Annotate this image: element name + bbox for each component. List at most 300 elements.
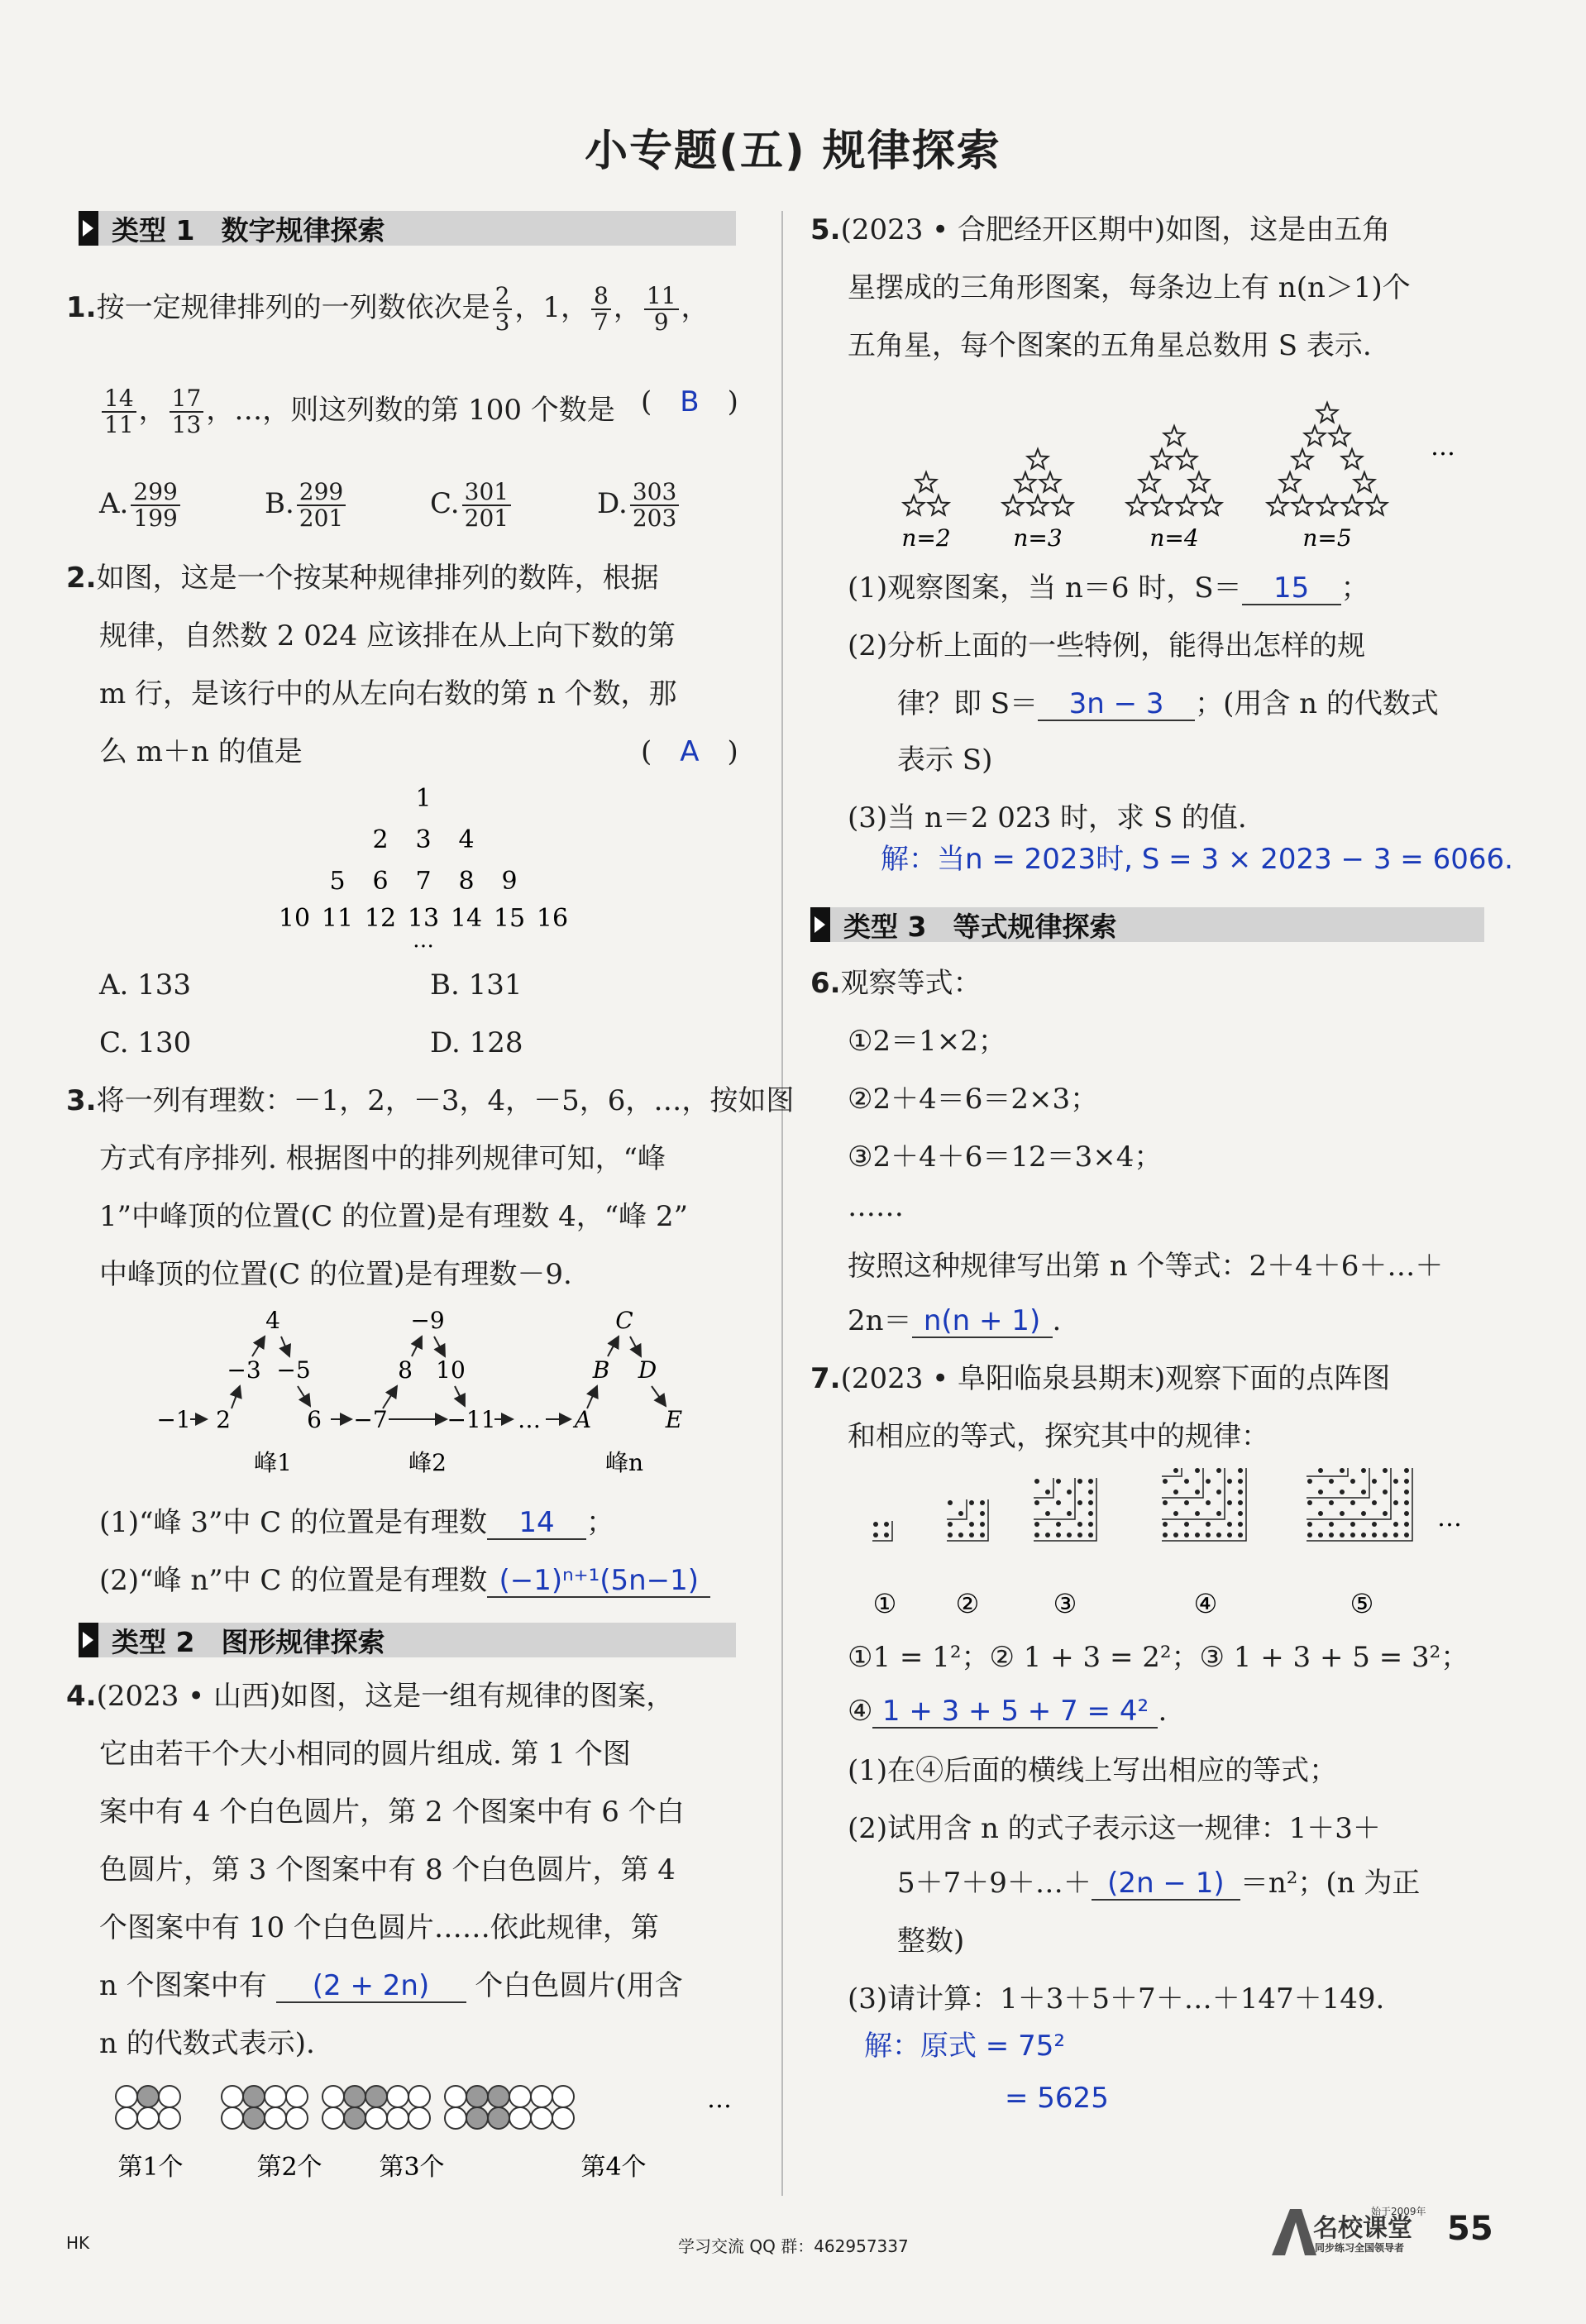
- dotarray-label: ⑤: [1350, 1588, 1374, 1619]
- white-circle: [222, 2107, 243, 2129]
- peak-num: 10: [436, 1356, 466, 1384]
- star-group: [904, 403, 1388, 515]
- star-icon: [1367, 495, 1388, 515]
- grey-circle: [243, 2086, 265, 2107]
- tri-num: 14: [450, 904, 483, 933]
- pattern-label: 第3个: [379, 2153, 445, 2182]
- array-dot: [1372, 1533, 1377, 1537]
- array-dot: [1227, 1479, 1232, 1484]
- question-7-sub3: (3)请计算：1＋3＋5＋7＋…＋147＋149.: [848, 1982, 1385, 2016]
- question-7-solution-2: = 5625: [1005, 2082, 1109, 2115]
- array-dot: [1340, 1468, 1345, 1473]
- star-icon: [1330, 426, 1350, 446]
- array-dot: [1350, 1479, 1355, 1484]
- array-dot: [1340, 1533, 1345, 1537]
- white-circle: [445, 2086, 466, 2107]
- question-2-line1: 2.如图，这是一个按某种规律排列的数阵，根据: [66, 562, 659, 595]
- circle-pattern-figure: [107, 2076, 736, 2192]
- array-dot: [1216, 1468, 1221, 1473]
- pattern-label: 第4个: [580, 2153, 647, 2182]
- answer: 1 + 3 + 5 + 7 = 4²: [881, 1695, 1149, 1728]
- white-circle: [408, 2107, 430, 2129]
- array-dot: [1361, 1533, 1366, 1537]
- white-circle: [509, 2086, 531, 2107]
- array-dot: [1393, 1533, 1398, 1537]
- array-dot: [1238, 1468, 1243, 1473]
- array-dot: [980, 1522, 985, 1527]
- white-circle: [222, 2086, 243, 2107]
- question-5-line1: 5.(2023 • 合肥经开区期中)如图，这是由五角: [810, 213, 1391, 246]
- question-5-line2: 星摆成的三角形图案，每条边上有 n(n＞1)个: [848, 271, 1411, 304]
- question-4-line1: 4.(2023 • 山西)如图，这是一组有规律的图案，: [66, 1680, 675, 1713]
- question-1-line2: $\frac{14}{11}$ ， $\frac{17}{13}$ ，…，则这列数的第 100 个数是: [99, 386, 615, 438]
- array-dot: [1056, 1533, 1061, 1537]
- array-dot: [1184, 1500, 1189, 1505]
- array-dot: [1404, 1533, 1409, 1537]
- array-dot: [1216, 1533, 1221, 1537]
- tri-num: 5: [329, 867, 346, 896]
- star-icon: [1268, 495, 1288, 515]
- array-dot: [1318, 1511, 1323, 1516]
- peak-label: 峰2: [408, 1449, 447, 1476]
- page-number: 55: [1447, 2210, 1493, 2248]
- star-icon: [1292, 449, 1313, 469]
- white-circle: [552, 2086, 574, 2107]
- tri-num: 2: [372, 825, 389, 854]
- question-3-line2: 方式有序排列. 根据图中的排列规律可知，“峰: [99, 1142, 666, 1175]
- play-icon: [814, 916, 825, 933]
- star-icon: [1305, 426, 1326, 446]
- grey-circle: [137, 2086, 159, 2107]
- grey-circle: [466, 2107, 488, 2129]
- tri-num: 3: [415, 825, 432, 854]
- array-dot: [1372, 1479, 1377, 1484]
- l-shape-line: [1162, 1468, 1246, 1541]
- star-icon: [1317, 403, 1338, 423]
- brand-logo: [1265, 2204, 1431, 2259]
- grey-circle: [365, 2086, 387, 2107]
- peak-num: −11: [447, 1406, 496, 1433]
- star-label: n=3: [1013, 524, 1063, 552]
- tri-num: 4: [458, 825, 475, 854]
- array-dot: [1184, 1479, 1189, 1484]
- question-2-line2: 规律，自然数 2 024 应该排在从上向下数的第: [99, 619, 676, 653]
- question-number: 5.: [810, 213, 841, 246]
- array-dot: [1404, 1490, 1409, 1494]
- array-dot: [1216, 1490, 1221, 1494]
- white-circle: [116, 2086, 137, 2107]
- grey-circle: [243, 2107, 265, 2129]
- question-5-solution: 解：当n = 2023时, S = 3 × 2023 − 3 = 6066.: [881, 843, 1513, 876]
- circle-group: [116, 2086, 574, 2129]
- array-dot: [1088, 1500, 1093, 1505]
- peak-num: −1: [156, 1406, 191, 1433]
- grey-circle: [488, 2107, 509, 2129]
- star-icon: [1354, 472, 1375, 492]
- array-dot: [1034, 1522, 1039, 1527]
- section-name: 图形规律探索: [221, 1625, 385, 1658]
- option-b: B. 131: [430, 968, 523, 1002]
- array-dot: [1329, 1533, 1334, 1537]
- footer-center: 学习交流 QQ 群：462957337: [678, 2236, 909, 2256]
- grey-circle: [344, 2086, 365, 2107]
- array-dot: [1329, 1479, 1334, 1484]
- answer: 15: [1273, 571, 1310, 605]
- white-circle: [265, 2086, 286, 2107]
- array-dot: [1184, 1533, 1189, 1537]
- array-dot: [1238, 1522, 1243, 1527]
- tri-dots: …: [413, 928, 434, 953]
- star-icon: [1177, 495, 1197, 515]
- tri-num: 7: [415, 867, 432, 896]
- option-d: D. 128: [430, 1026, 523, 1059]
- array-dot: [884, 1533, 889, 1537]
- l-shape-line: [1162, 1468, 1182, 1476]
- array-dot: [948, 1500, 953, 1505]
- answer: (2 + 2n): [312, 1969, 430, 2002]
- dotarray-label: ②: [955, 1588, 980, 1619]
- answer-paren-1: ( B ): [641, 385, 738, 418]
- array-dot: [1067, 1490, 1072, 1494]
- star-icon: [1164, 426, 1185, 446]
- array-dot: [1077, 1479, 1082, 1484]
- array-dot: [1163, 1500, 1168, 1505]
- array-dot: [1350, 1500, 1355, 1505]
- peak-num: −9: [410, 1307, 445, 1334]
- footer-left: HK: [66, 2233, 90, 2253]
- array-dot: [1034, 1533, 1039, 1537]
- question-5-sub3: (3)当 n＝2 023 时，求 S 的值.: [848, 801, 1247, 834]
- array-dot: [1195, 1468, 1200, 1473]
- brand-name: 名校课堂: [1313, 2214, 1412, 2243]
- pattern-label: 第1个: [117, 2153, 184, 2182]
- question-5-sub2b: 律？即 S＝ 3n − 3 ；(用含 n 的代数式: [897, 687, 1439, 720]
- star-icon: [1292, 495, 1313, 515]
- array-dot: [884, 1522, 889, 1527]
- question-number: 6.: [810, 967, 841, 1000]
- page-title: 小专题(五) 规律探索: [585, 127, 1001, 176]
- l-shape-line: [1307, 1468, 1369, 1498]
- array-dot: [1195, 1511, 1200, 1516]
- white-circle: [531, 2086, 552, 2107]
- white-circle: [116, 2107, 137, 2129]
- question-5-line3: 五角星，每个图案的五角星总数用 S 表示.: [848, 329, 1372, 362]
- question-5-sub2d: 表示 S): [897, 744, 993, 777]
- option-a: A. 133: [99, 968, 192, 1002]
- question-1-line1: 1.按一定规律排列的一列数依次是 $\frac{2}{3}$ ，1， $\frac{8}{7}$ ， $\frac{11}{9}$ ，: [66, 282, 709, 336]
- star-icon: [1028, 495, 1049, 515]
- star-icon: [1201, 495, 1222, 515]
- array-dot: [1404, 1511, 1409, 1516]
- star-label: n=2: [901, 524, 951, 552]
- grey-circle: [488, 2086, 509, 2107]
- peak-num: −5: [276, 1356, 311, 1384]
- peak-num: −7: [353, 1406, 388, 1433]
- star-icon: [916, 472, 937, 492]
- tri-num: 16: [536, 904, 569, 933]
- option-c: C. $\frac{301}{201}$: [430, 480, 514, 531]
- star-icon: [1280, 472, 1301, 492]
- array-dot: [1329, 1522, 1334, 1527]
- white-circle: [322, 2086, 344, 2107]
- array-dot: [1045, 1490, 1050, 1494]
- tri-num: 11: [321, 904, 354, 933]
- question-number: 3.: [66, 1084, 97, 1117]
- question-4-line5: 个图案中有 10 个白色圆片……依此规律，第: [99, 1911, 659, 1944]
- answer: (2n − 1): [1107, 1867, 1225, 1900]
- star-icon: [1139, 472, 1160, 492]
- question-text: ，…，则这列数的第 100 个数是: [206, 394, 615, 427]
- white-circle: [322, 2107, 344, 2129]
- array-dot: [1195, 1490, 1200, 1494]
- fraction: $\frac{11}{9}$: [644, 284, 679, 335]
- array-dot: [969, 1533, 974, 1537]
- question-7-solution-1: 解：原式 = 75²: [864, 2030, 1065, 2063]
- array-dot: [1307, 1533, 1312, 1537]
- section-name: 等式规律探索: [953, 910, 1117, 943]
- tri-num: 6: [372, 867, 389, 896]
- array-dot: [969, 1500, 974, 1505]
- array-dot: [1088, 1490, 1093, 1494]
- array-dot: [1238, 1511, 1243, 1516]
- answer: A: [680, 735, 700, 768]
- white-circle: [387, 2086, 408, 2107]
- question-3-line1: 3.将一列有理数：－1，2，－3，4，－5，6，…，按如图: [66, 1084, 795, 1117]
- star-icon: [1152, 495, 1173, 515]
- stars-dots: …: [1431, 433, 1455, 461]
- star-icon: [1189, 472, 1210, 492]
- answer: (−1)ⁿ⁺¹(5n−1): [499, 1564, 700, 1597]
- array-dot: [1056, 1500, 1061, 1505]
- tri-num: 10: [278, 904, 311, 933]
- white-circle: [159, 2086, 180, 2107]
- section-label: 类型 2: [112, 1625, 195, 1658]
- fraction: $\frac{2}{3}$: [493, 284, 513, 335]
- white-circle: [286, 2107, 308, 2129]
- peak-num: −3: [227, 1356, 261, 1384]
- grey-circle: [344, 2107, 365, 2129]
- array-dot: [1307, 1500, 1312, 1505]
- star-icon: [1015, 472, 1036, 492]
- option-d: D. $\frac{303}{203}$: [597, 480, 681, 531]
- question-text: 按一定规律排列的一列数依次是: [96, 291, 490, 324]
- question-7-line1: 7.(2023 • 阜阳临泉县期末)观察下面的点阵图: [810, 1362, 1391, 1395]
- question-6-line-n: 按照这种规律写出第 n 个等式：2＋4＋6＋…＋: [848, 1250, 1444, 1283]
- peak-num: 2: [216, 1406, 231, 1433]
- array-dot: [1404, 1500, 1409, 1505]
- array-dot: [1350, 1533, 1355, 1537]
- white-circle: [509, 2107, 531, 2129]
- peak-label: 峰n: [604, 1449, 644, 1476]
- array-dot: [1340, 1490, 1345, 1494]
- array-dot: [1056, 1479, 1061, 1484]
- question-3-line4: 中峰顶的位置(C 的位置)是有理数－9.: [99, 1258, 572, 1291]
- array-dot: [1067, 1533, 1072, 1537]
- section-header-type2: [79, 1623, 736, 1657]
- white-circle: [265, 2107, 286, 2129]
- question-7-eq4: ④ 1 + 3 + 5 + 7 = 4² .: [848, 1695, 1168, 1728]
- array-dot: [1383, 1511, 1388, 1516]
- array-dot: [1206, 1500, 1211, 1505]
- question-3-sub1: (1)“峰 3”中 C 的位置是有理数 14 ；: [99, 1506, 614, 1539]
- array-dot: [1173, 1533, 1178, 1537]
- brand-subtitle: 同步练习全国领导者: [1315, 2242, 1405, 2254]
- array-dot: [1173, 1511, 1178, 1516]
- array-dot: [1045, 1511, 1050, 1516]
- question-4-line7: n 的代数式表示).: [99, 2027, 315, 2060]
- array-dot: [1361, 1511, 1366, 1516]
- section-label: 类型 3: [843, 910, 927, 943]
- equation-2: ②2＋4＝6＝2×3；: [848, 1083, 1099, 1116]
- array-dot: [980, 1500, 985, 1505]
- array-dot: [1088, 1511, 1093, 1516]
- star-icon: [1342, 495, 1363, 515]
- star-icon: [1003, 495, 1024, 515]
- circles-dots: …: [707, 2085, 732, 2114]
- question-number: 7.: [810, 1362, 841, 1395]
- star-icon: [904, 495, 924, 515]
- array-dot: [873, 1522, 878, 1527]
- array-dot: [1372, 1500, 1377, 1505]
- star-icon: [1342, 449, 1363, 469]
- array-dot: [1238, 1490, 1243, 1494]
- array-dot: [1404, 1479, 1409, 1484]
- array-dot: [1318, 1468, 1323, 1473]
- star-icon: [1177, 449, 1197, 469]
- array-dot: [1227, 1533, 1232, 1537]
- array-dot: [1318, 1533, 1323, 1537]
- star-label: n=5: [1302, 524, 1352, 552]
- array-dot: [1077, 1533, 1082, 1537]
- array-dot: [958, 1511, 963, 1516]
- fraction: $\frac{14}{11}$: [102, 386, 136, 438]
- dot-array-figure: [856, 1468, 1517, 1625]
- star-triangle-figure: [864, 380, 1509, 558]
- array-dot: [1056, 1522, 1061, 1527]
- dot-array-group: [872, 1468, 1412, 1541]
- white-circle: [137, 2107, 159, 2129]
- option-a: A. $\frac{299}{199}$: [99, 480, 183, 531]
- question-7-equations: ①1 = 1²；② 1 + 3 = 2²；③ 1 + 3 + 5 = 3²；: [848, 1641, 1469, 1674]
- question-number: 2.: [66, 562, 97, 595]
- tri-num: 1: [415, 784, 432, 813]
- white-circle: [286, 2086, 308, 2107]
- array-dot: [1163, 1533, 1168, 1537]
- array-dot: [1034, 1500, 1039, 1505]
- array-dot: [1404, 1468, 1409, 1473]
- answer-paren-2: ( A ): [641, 735, 738, 768]
- array-dot: [1404, 1522, 1409, 1527]
- answer: B: [680, 385, 700, 418]
- array-dot: [1329, 1500, 1334, 1505]
- answer: 3n − 3: [1068, 687, 1164, 720]
- star-label: n=4: [1149, 524, 1199, 552]
- star-icon: [1127, 495, 1148, 515]
- array-dot: [1238, 1479, 1243, 1484]
- star-icon: [1040, 472, 1061, 492]
- array-dot: [1393, 1500, 1398, 1505]
- l-shape-line: [1034, 1478, 1096, 1541]
- array-dot: [1088, 1522, 1093, 1527]
- array-dot: [1350, 1522, 1355, 1527]
- peak-num: A: [574, 1406, 592, 1433]
- array-dot: [980, 1511, 985, 1516]
- question-number: 4.: [66, 1680, 97, 1713]
- question-5-sub1: (1)观察图案，当 n＝6 时，S＝ 15 ；: [848, 571, 1369, 605]
- array-dot: [1206, 1533, 1211, 1537]
- question-7-line2: 和相应的等式，探究其中的规律：: [848, 1420, 1269, 1453]
- peak-num: 6: [307, 1406, 322, 1433]
- array-dot: [1318, 1490, 1323, 1494]
- array-dot: [1227, 1522, 1232, 1527]
- array-dot: [1173, 1490, 1178, 1494]
- array-dot: [1361, 1490, 1366, 1494]
- array-dot: [1307, 1479, 1312, 1484]
- array-dot: [1067, 1511, 1072, 1516]
- play-icon: [83, 220, 93, 237]
- equation-3: ③2＋4＋6＝12＝3×4；: [848, 1140, 1163, 1174]
- question-6-answer-line: 2n＝ n(n + 1) .: [848, 1304, 1062, 1337]
- question-2-line4: 么 m＋n 的值是: [99, 735, 303, 768]
- fraction: $\frac{8}{7}$: [591, 284, 611, 335]
- array-dot: [958, 1533, 963, 1537]
- peak-label: 峰1: [254, 1449, 292, 1476]
- array-dot: [1184, 1522, 1189, 1527]
- tri-num: 9: [501, 867, 518, 896]
- peak-num: …: [518, 1406, 541, 1433]
- star-icon: [929, 495, 949, 515]
- play-icon: [83, 1632, 93, 1648]
- question-6-line1: 6.观察等式：: [810, 967, 982, 1000]
- array-dot: [1393, 1479, 1398, 1484]
- array-dot: [1372, 1522, 1377, 1527]
- question-3-sub2: (2)“峰 n”中 C 的位置是有理数 (−1)ⁿ⁺¹(5n−1): [99, 1565, 710, 1598]
- array-dot: [1206, 1479, 1211, 1484]
- white-circle: [387, 2107, 408, 2129]
- question-5-sub2a: (2)分析上面的一些特例，能得出怎样的规: [848, 629, 1366, 662]
- equation-1: ①2＝1×2；: [848, 1025, 1006, 1058]
- white-circle: [159, 2107, 180, 2129]
- array-dot: [1206, 1522, 1211, 1527]
- question-7-sub2b: 5＋7＋9＋…＋ (2n − 1) ＝n²；(n 为正: [897, 1867, 1421, 1900]
- question-4-line4: 色圆片，第 3 个图案中有 8 个白色圆片，第 4: [99, 1853, 676, 1886]
- white-circle: [445, 2107, 466, 2129]
- array-dot: [1088, 1479, 1093, 1484]
- fraction: $\frac{17}{13}$: [170, 386, 204, 438]
- peak-num: E: [665, 1406, 683, 1433]
- tri-num: 13: [407, 904, 440, 933]
- white-circle: [365, 2107, 387, 2129]
- section-name: 数字规律探索: [221, 213, 385, 246]
- array-dot: [1383, 1533, 1388, 1537]
- question-7-sub1: (1)在④后面的横线上写出相应的等式；: [848, 1754, 1338, 1787]
- array-dot: [1077, 1522, 1082, 1527]
- array-dot: [1088, 1533, 1093, 1537]
- column-divider: [781, 211, 783, 2196]
- question-7-sub2d: 整数): [897, 1925, 965, 1958]
- question-3-line3: 1”中峰顶的位置(C 的位置)是有理数 4，“峰 2”: [99, 1200, 689, 1233]
- array-dot: [1393, 1522, 1398, 1527]
- tri-num: 8: [458, 867, 475, 896]
- array-dot: [1195, 1533, 1200, 1537]
- question-4-line3: 案中有 4 个白色圆片，第 2 个图案中有 6 个白: [99, 1796, 685, 1829]
- dotarray-label: ④: [1193, 1588, 1218, 1619]
- array-dot: [1227, 1500, 1232, 1505]
- array-dot: [1307, 1522, 1312, 1527]
- tri-num: 15: [493, 904, 526, 933]
- question-4-line6: n 个图案中有 (2 + 2n) 个白色圆片(用含: [99, 1969, 683, 2002]
- array-dot: [1216, 1511, 1221, 1516]
